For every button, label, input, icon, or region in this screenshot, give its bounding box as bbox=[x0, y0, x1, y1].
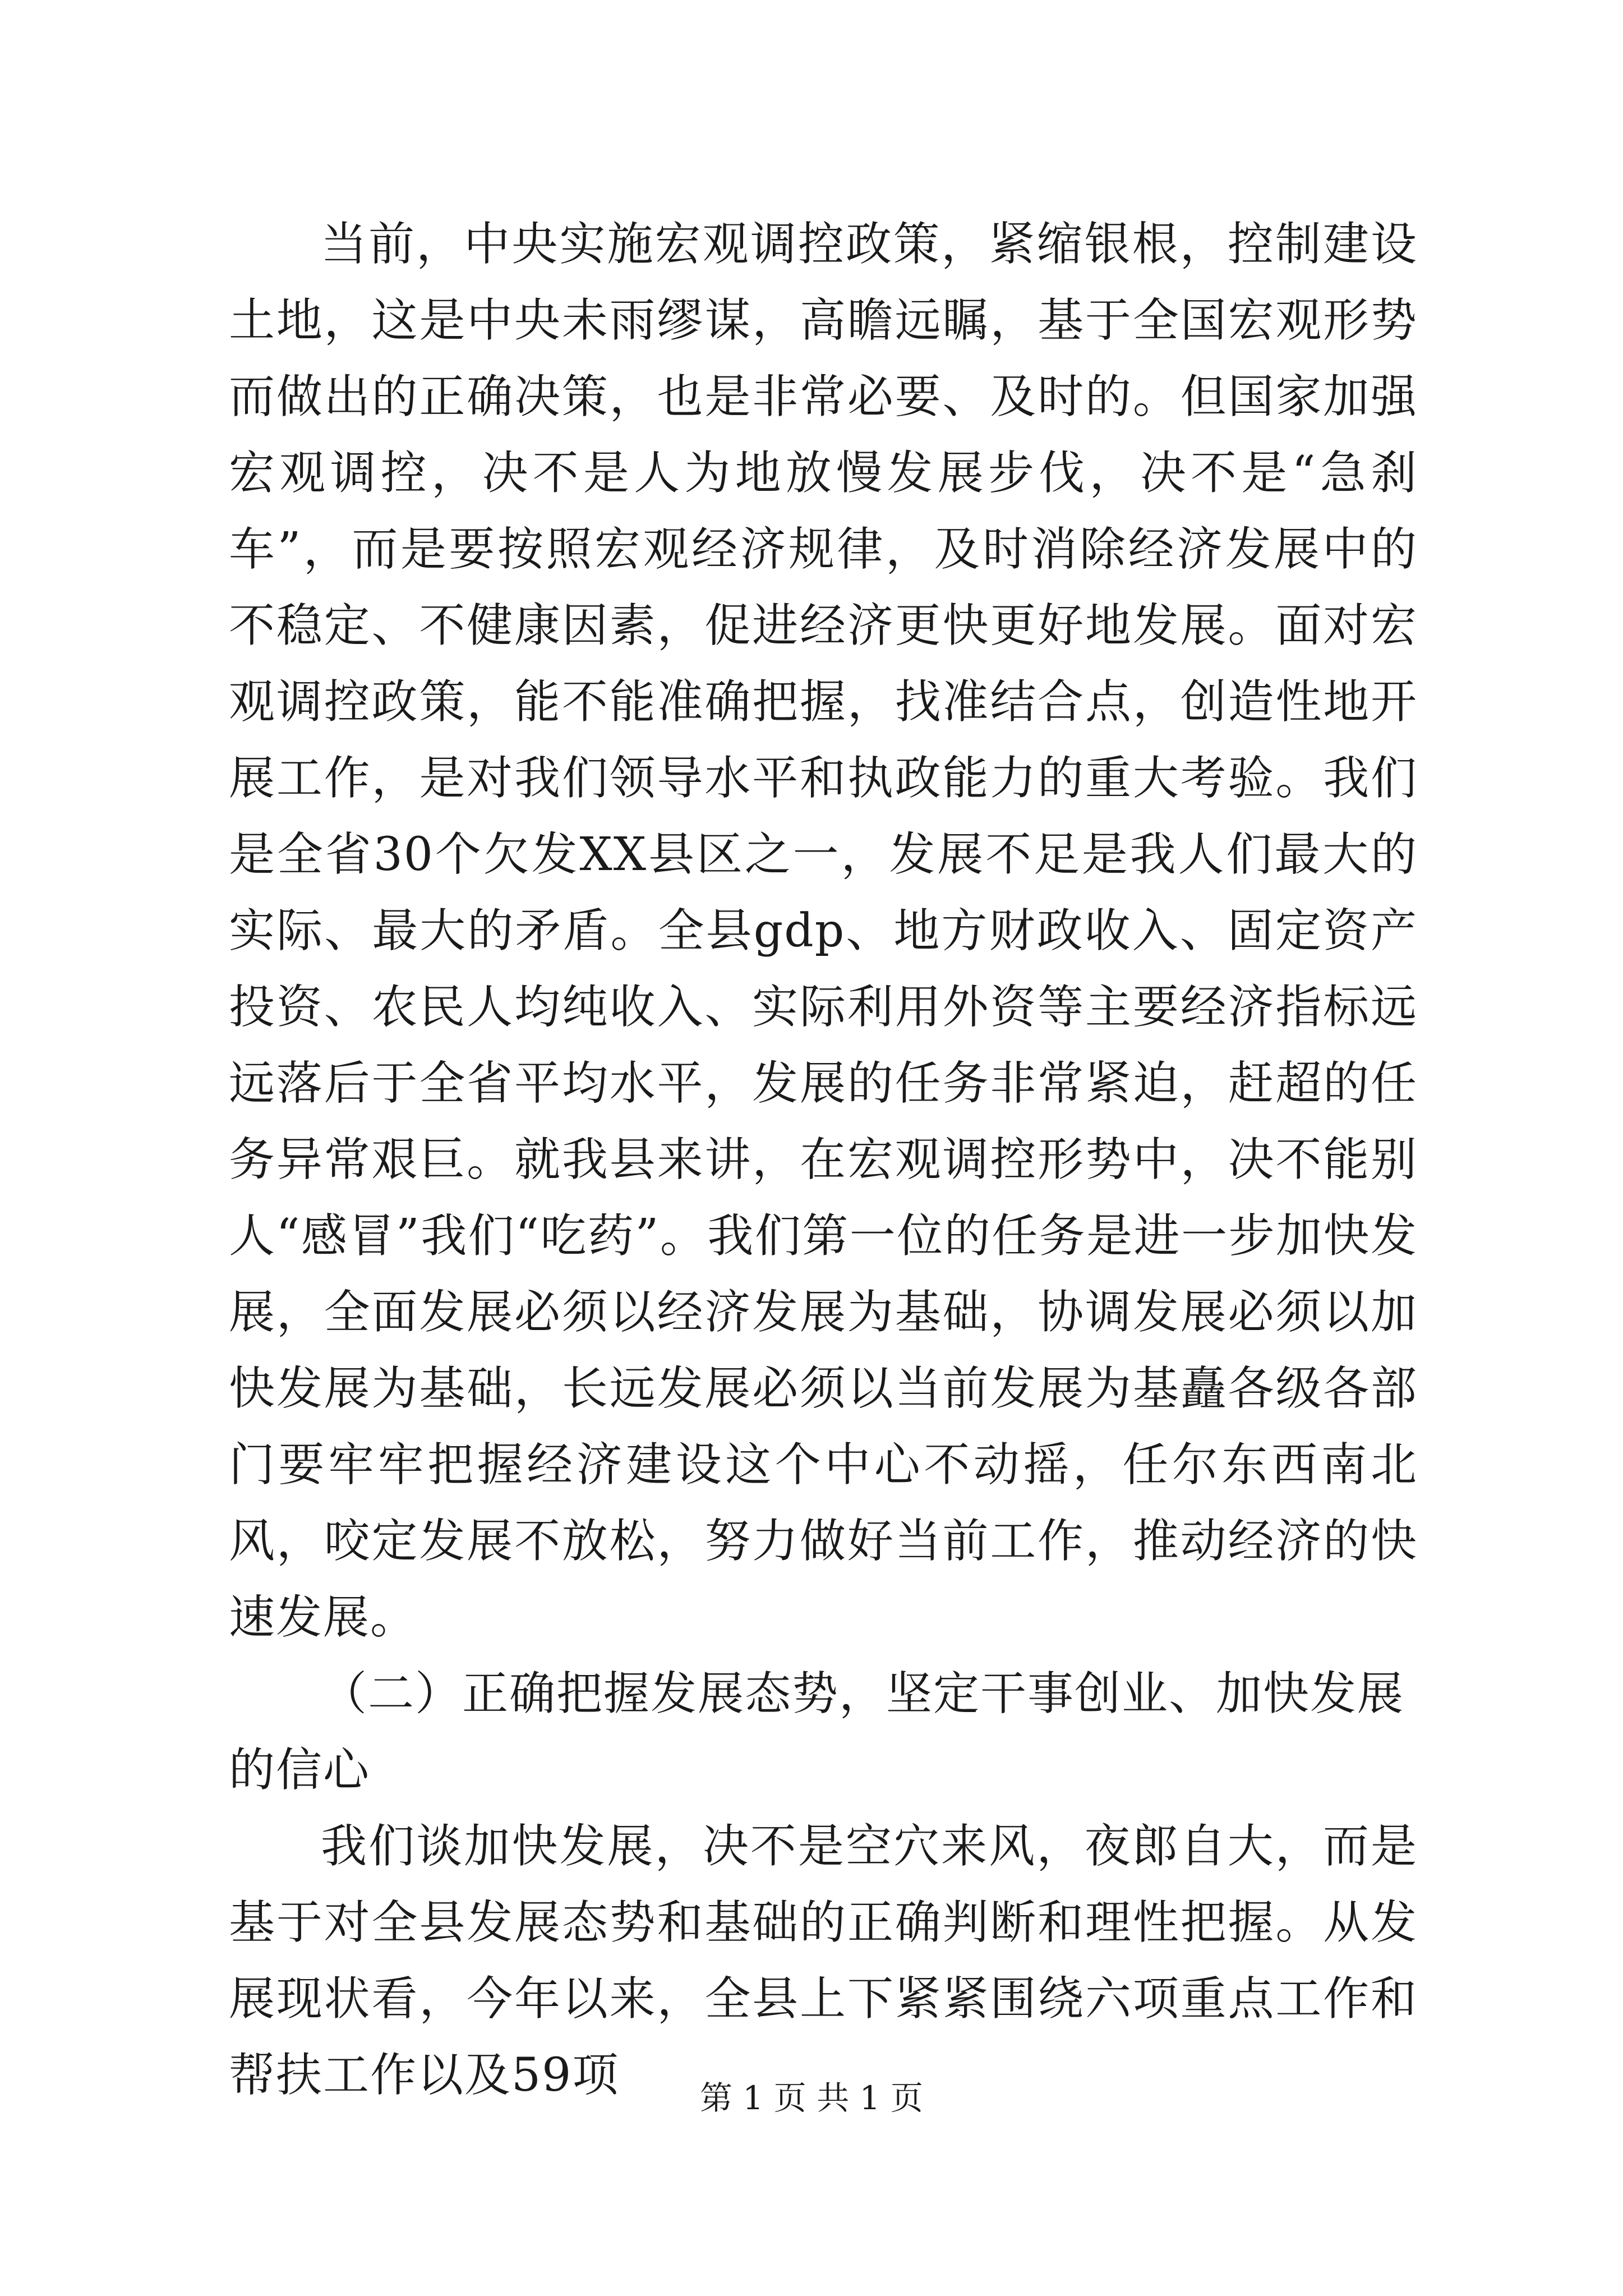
page-footer: 第 1 页 共 1 页 bbox=[700, 2079, 923, 2117]
section-heading: （二）正确把握发展态势，坚定干事创业、加快发展的信心 bbox=[229, 1667, 1405, 1797]
document-body bbox=[229, 206, 1418, 2114]
paragraph-macro-control: 当前，中央实施宏观调控政策，紧缩银根，控制建设土地，这是中央未雨缪谋，高瞻远瞩，基于全国宏观形势而做出的正确决策，也是非常必要、及时的。但国家加强宏观调控，决不是人为地放慢发展步伐，决不是“急刹车”，而是要按照宏观经济规律，及时消除经济发展中的不稳定、不健康因素，促进经济更快更好地发展。面对宏观调控政策，能不能准确把握，找准结合点，创造性地开展工作，是对我们领导水平和执政能力的重大考验。我们是全省30个欠发XX县区之一，发展不足是我人们最大的实际、最大的矛盾。全县gdp、地方财政收入、固定资产投资、农民人均纯收入、实际利用外资等主要经济指标远远落后于全省平均水平，发展的任务非常紧迫，赶超的任务异常艰巨。就我县来讲，在宏观调控形势中，决不能别人“感冒”我们“吃药”。我们第一位的任务是进一步加快发展，全面发展必须以经济发展为基础，协调发展必须以加快发展为基础，长远发展必须以当前发展为基矗各级各部门要牢牢把握经济建设这个中心不动摇，任尔东西南北风，咬定发展不放松，努力做好当前工作，推动经济的快速发展。 bbox=[229, 218, 1418, 1644]
paragraph-development-trend: 我们谈加快发展，决不是空穴来风，夜郎自大，而是基于对全县发展态势和基础的正确判断和理性把握。从发展现状看，今年以来，全县上下紧紧围绕六项重点工作和帮扶工作以及59项 bbox=[229, 1820, 1418, 2102]
